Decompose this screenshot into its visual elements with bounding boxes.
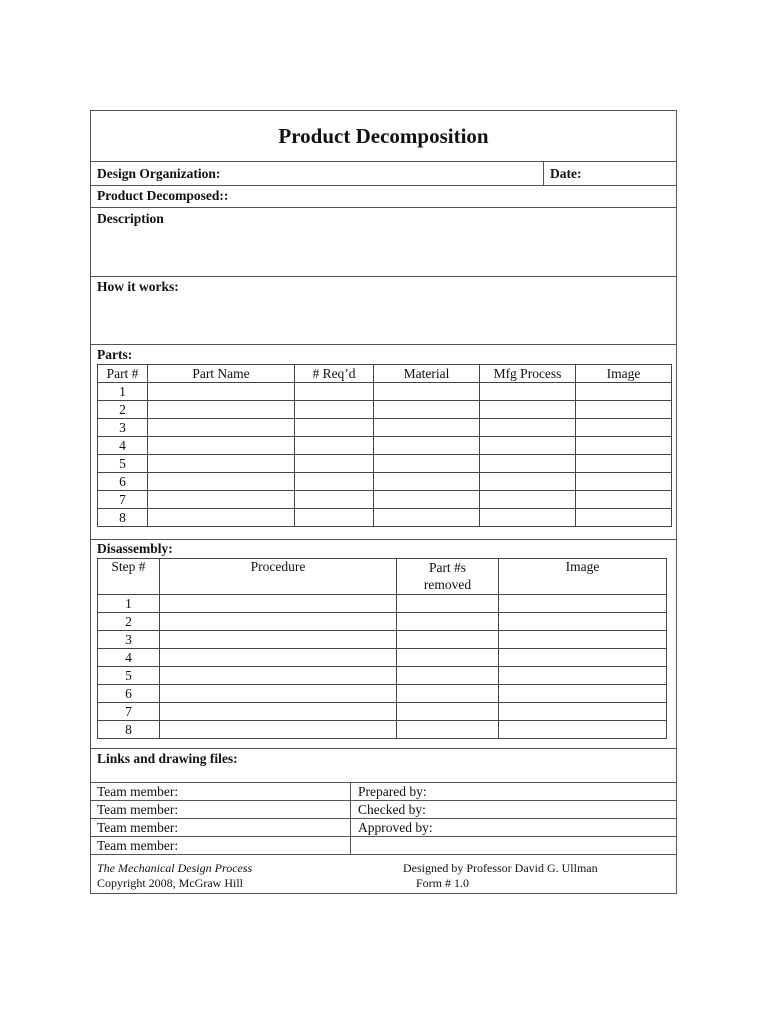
product-decomposed-row (91, 186, 676, 208)
empty-cell (148, 455, 295, 473)
empty-cell (480, 455, 576, 473)
empty-cell (576, 473, 672, 491)
description-label: Description (97, 211, 164, 226)
links-label: Links and drawing files: (97, 751, 238, 766)
team-row (91, 783, 676, 801)
empty-cell (576, 383, 672, 401)
table-row (98, 509, 672, 527)
table-row (98, 667, 667, 685)
empty-cell (480, 437, 576, 455)
col-part-name: Part Name (148, 365, 295, 383)
table-row (98, 473, 672, 491)
col-part-number: Part # (98, 365, 148, 383)
empty-cell (576, 455, 672, 473)
empty-cell (480, 509, 576, 527)
empty-cell (576, 401, 672, 419)
row-number: 1 (98, 383, 148, 401)
description-section (91, 208, 676, 277)
disassembly-table (97, 558, 667, 739)
team-row (91, 819, 676, 837)
empty-cell (499, 685, 667, 703)
empty-cell (160, 703, 397, 721)
team-member-label: Team member: (97, 820, 179, 835)
designer-credit: Designed by Professor David G. Ullman (403, 861, 598, 875)
empty-cell (499, 667, 667, 685)
empty-cell (160, 667, 397, 685)
empty-cell (295, 419, 374, 437)
how-it-works-label: How it works: (97, 279, 179, 294)
empty-cell (397, 721, 499, 739)
design-org-row (91, 162, 676, 186)
row-number: 4 (98, 437, 148, 455)
empty-cell (397, 631, 499, 649)
table-row (98, 595, 667, 613)
empty-cell (160, 721, 397, 739)
empty-cell (374, 419, 480, 437)
product-decomposition-form (90, 110, 677, 894)
row-number: 8 (98, 721, 160, 739)
empty-cell (576, 491, 672, 509)
empty-cell (295, 455, 374, 473)
product-decomposed-label: Product Decomposed:: (97, 188, 229, 203)
parts-label: Parts: (97, 347, 133, 362)
empty-cell (295, 383, 374, 401)
empty-cell (374, 383, 480, 401)
empty-cell (374, 473, 480, 491)
col-mfg-process: Mfg Process (480, 365, 576, 383)
col-material: Material (374, 365, 480, 383)
links-section (91, 749, 676, 783)
team-row (91, 801, 676, 819)
row-number: 4 (98, 649, 160, 667)
row-number: 2 (98, 613, 160, 631)
empty-cell (499, 721, 667, 739)
empty-cell (480, 491, 576, 509)
empty-cell (148, 509, 295, 527)
empty-cell (374, 401, 480, 419)
book-title: The Mechanical Design Process (97, 861, 253, 875)
row-number: 3 (98, 419, 148, 437)
empty-cell (499, 613, 667, 631)
empty-cell (397, 703, 499, 721)
checked-by-label: Checked by: (358, 802, 426, 817)
design-org-label: Design Organization: (97, 166, 221, 181)
row-number: 2 (98, 401, 148, 419)
empty-cell (576, 509, 672, 527)
empty-cell (499, 703, 667, 721)
empty-cell (397, 613, 499, 631)
empty-cell (480, 383, 576, 401)
row-number: 6 (98, 473, 148, 491)
empty-cell (480, 401, 576, 419)
empty-cell (576, 437, 672, 455)
empty-cell (160, 649, 397, 667)
team-row (91, 837, 676, 855)
empty-cell (295, 401, 374, 419)
table-row (98, 649, 667, 667)
parts-table (97, 364, 672, 527)
table-row (98, 721, 667, 739)
table-row (98, 491, 672, 509)
col-parts-removed: Part #s removed (397, 559, 499, 595)
how-it-works-section (91, 277, 676, 345)
form-footer (91, 855, 676, 893)
form-number: Form # 1.0 (416, 876, 470, 890)
empty-cell (160, 631, 397, 649)
empty-cell (397, 595, 499, 613)
table-row (98, 613, 667, 631)
row-number: 3 (98, 631, 160, 649)
empty-cell (374, 491, 480, 509)
col-procedure: Procedure (160, 559, 397, 595)
empty-cell (295, 437, 374, 455)
disassembly-header-row (98, 559, 667, 595)
parts-section (91, 345, 676, 540)
empty-cell (148, 437, 295, 455)
empty-cell (397, 667, 499, 685)
disassembly-section (91, 540, 676, 749)
copyright: Copyright 2008, McGraw Hill (97, 876, 243, 890)
empty-cell (397, 649, 499, 667)
empty-cell (499, 631, 667, 649)
team-member-label: Team member: (97, 838, 179, 853)
table-row (98, 437, 672, 455)
empty-cell (480, 419, 576, 437)
table-row (98, 401, 672, 419)
table-row (98, 703, 667, 721)
row-number: 1 (98, 595, 160, 613)
empty-cell (576, 419, 672, 437)
col-step-number: Step # (98, 559, 160, 595)
prepared-by-label: Prepared by: (358, 784, 427, 799)
empty-cell (397, 685, 499, 703)
empty-cell (148, 473, 295, 491)
row-number: 5 (98, 455, 148, 473)
empty-cell (295, 491, 374, 509)
table-row (98, 383, 672, 401)
disassembly-label: Disassembly: (97, 541, 173, 556)
col-req-count: # Req’d (295, 365, 374, 383)
col-image: Image (499, 559, 667, 595)
empty-cell (160, 685, 397, 703)
table-row (98, 419, 672, 437)
empty-cell (148, 419, 295, 437)
divider (543, 162, 544, 185)
team-section (91, 783, 676, 855)
parts-header-row (98, 365, 672, 383)
table-row (98, 455, 672, 473)
row-number: 6 (98, 685, 160, 703)
empty-cell (374, 509, 480, 527)
empty-cell (499, 649, 667, 667)
empty-cell (374, 437, 480, 455)
form-title: Product Decomposition (91, 111, 676, 162)
team-member-label: Team member: (97, 784, 179, 799)
empty-cell (148, 383, 295, 401)
empty-cell (148, 401, 295, 419)
row-number: 7 (98, 491, 148, 509)
col-image: Image (576, 365, 672, 383)
empty-cell (148, 491, 295, 509)
approved-by-label: Approved by: (358, 820, 433, 835)
empty-cell (295, 509, 374, 527)
empty-cell (295, 473, 374, 491)
date-label: Date: (550, 166, 582, 181)
empty-cell (480, 473, 576, 491)
empty-cell (160, 595, 397, 613)
row-number: 5 (98, 667, 160, 685)
empty-cell (499, 595, 667, 613)
empty-cell (160, 613, 397, 631)
table-row (98, 685, 667, 703)
row-number: 7 (98, 703, 160, 721)
empty-cell (374, 455, 480, 473)
row-number: 8 (98, 509, 148, 527)
table-row (98, 631, 667, 649)
team-member-label: Team member: (97, 802, 179, 817)
